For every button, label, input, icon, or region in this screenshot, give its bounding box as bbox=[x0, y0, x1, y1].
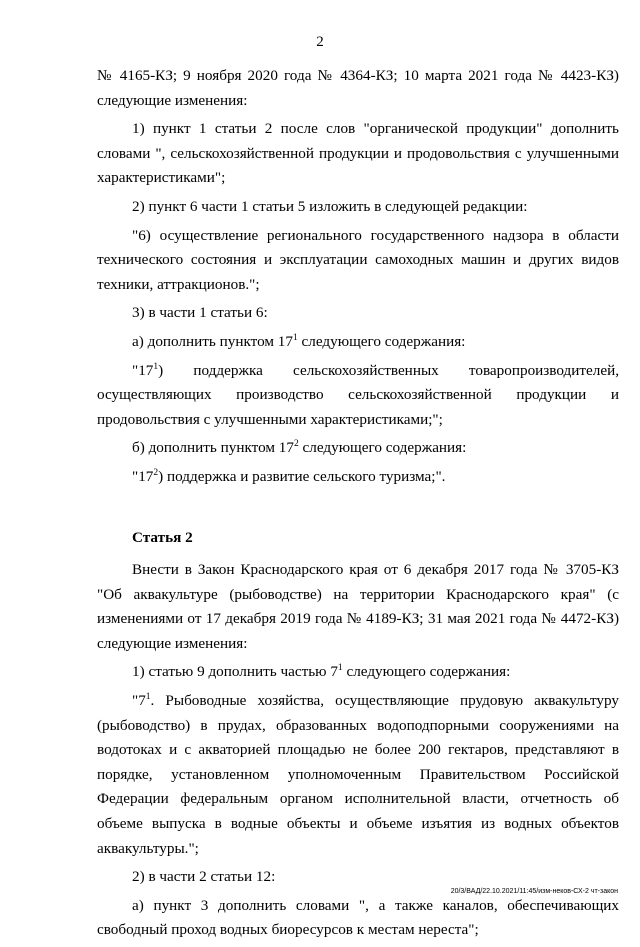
article-2-item-1 bbox=[97, 660, 619, 685]
text-span: следующего содержания: bbox=[297, 332, 466, 350]
paragraph-item-3b bbox=[97, 436, 619, 461]
article-2-part-7-1 bbox=[97, 689, 619, 861]
superscript: 1 bbox=[293, 332, 298, 343]
paragraph-item-1: 1) пункт 1 статьи 2 после слов "органической продукции" дополнить словами ", сельскохозяйственной продукции и продовольствия с улучшенными характеристиками"; bbox=[97, 120, 619, 187]
text-span: ) поддержка сельскохозяйственных товаропроизводителей, осуществляющих производство сельскохозяйственной продукции и продовольствия с улучшенными характеристиками;"; bbox=[97, 361, 619, 428]
text-span: "17 bbox=[132, 467, 154, 485]
text-span: следующего содержания: bbox=[342, 663, 511, 681]
article-2-item-2a: а) пункт 3 дополнить словами ", а также каналов, обеспечивающих свободный проход водных биоресурсов к местам нереста"; bbox=[97, 896, 619, 939]
paragraph-item-3a bbox=[97, 330, 619, 355]
paragraph-item-3: 3) в части 1 статьи 6: bbox=[132, 304, 268, 322]
superscript: 1 bbox=[153, 361, 159, 372]
text-span: ) поддержка и развитие сельского туризма;". bbox=[158, 467, 446, 485]
text-span: "7 bbox=[132, 692, 146, 710]
text-span: б) дополнить пунктом 17 bbox=[132, 439, 294, 457]
article-2-heading: Статья 2 bbox=[132, 528, 193, 546]
article-2-intro: Внести в Закон Краснодарского края от 6 декабря 2017 года № 3705-КЗ "Об аквакультуре (рыбоводстве) на территории Краснодарского края" (с изменениями от 17 декабря 2019 года № 4189-КЗ; 31 мая 2021 года № 4472-КЗ) следующие изменения: bbox=[97, 561, 619, 652]
superscript: 1 bbox=[145, 692, 151, 702]
superscript: 2 bbox=[293, 439, 299, 450]
text-span: 1) статью 9 дополнить частью 7 bbox=[132, 663, 338, 681]
text-span: "17 bbox=[132, 361, 154, 379]
document-footer-code: 20/3/ВАД/22.10.2021/11:45/изм-неков-СХ-2 чт-закон bbox=[450, 888, 618, 895]
document-body bbox=[97, 64, 619, 947]
text-span: а) дополнить пунктом 17 bbox=[132, 332, 293, 350]
article-2-item-2: 2) в части 2 статьи 12: bbox=[132, 868, 276, 886]
paragraph-item-17-2 bbox=[97, 465, 619, 490]
text-span: следующего содержания: bbox=[298, 439, 467, 457]
superscript: 1 bbox=[337, 663, 343, 674]
paragraph-item-17-1 bbox=[97, 359, 619, 433]
page-number: 2 bbox=[316, 34, 324, 50]
paragraph-item-2-text: "6) осуществление регионального государственного надзора в области технического состояния и эксплуатации самоходных машин и других видов техники, аттракционов."; bbox=[97, 226, 619, 293]
superscript: 2 bbox=[153, 467, 159, 478]
paragraph-item-2: 2) пункт 6 части 1 статьи 5 изложить в следующей редакции: bbox=[132, 197, 528, 215]
paragraph-intro-continuation: № 4165-КЗ; 9 ноября 2020 года № 4364-КЗ; 10 марта 2021 года № 4423-КЗ) следующие изменения: bbox=[97, 67, 619, 109]
text-span: . Рыбоводные хозяйства, осуществляющие прудовую аквакультуру (рыбоводство) в прудах, образованных водоподпорными сооружениями на водотоках и с акваторией площадью не более 200 гектаров, представляют в порядке, установленном уполномоченным Правительством Российской Федерации федеральным органом исполнительной власти, отчетность об объеме выпуска в водные объекты и объеме изъятия из водных объектов аквакультуры."; bbox=[97, 692, 619, 857]
